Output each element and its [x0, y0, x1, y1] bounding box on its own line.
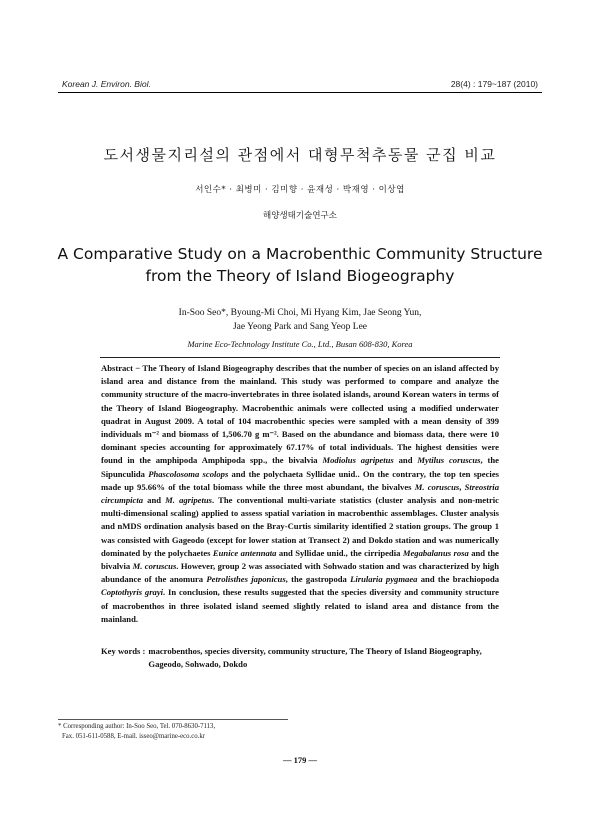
english-authors-line: In-Soo Seo*, Byoung-Mi Choi, Mi Hyang Kim, Jae Seong Yun, [178, 308, 422, 318]
english-title [40, 243, 560, 287]
english-affiliation: Marine Eco-Technology Institute Co., Ltd., Busan 608-830, Korea [187, 339, 413, 349]
korean-affiliation: 해양생태기술연구소 [263, 211, 337, 221]
footnote-rule [58, 719, 288, 720]
journal-name: Korean J. Environ. Biol. [62, 79, 151, 89]
korean-authors: 서인수* · 최병미 · 김미향 · 윤재성 · 박재영 · 이상엽 [195, 185, 405, 195]
abstract-text: . However, group 2 was associated with Sohwado station and was characterized by high abundance of the anomura [101, 561, 499, 585]
abstract-text: and the bivalvia [101, 547, 499, 572]
abstract-text: and Syllidae unid., the cirripedia [276, 547, 403, 558]
abstract-text: and the polychaeta Syllidae unid.. On the contrary, the top ten species made up 95.66% of the total biomass while the three most abundant, the bivalves [101, 468, 499, 492]
footnote [58, 722, 215, 741]
species-name: Petrolisthes japonicus [206, 574, 286, 585]
abstract-rule [100, 357, 500, 358]
abstract-text: Abstract − The Theory of Island Biogeography describes that the number of species on an island affected by island area and distance from the mainland. This study was performed to compare and analyze the community structure of the macro-invertebrates in three isolated islands, around Korean waters in terms of the Theory of Island Biogeography. Macrobenthic animals were collected using a modified underwater quadrat in August 2009. A total of 104 macrobenthic species were sampled with a mean density of 399 individuals m⁻² and biomass of 1,506.70 g m⁻². Based on the abundance and biomass data, there were 10 dominant species accounting for approximately 67.17% of total individuals. The highest densities were found in the amphipoda Amphipoda spp., the bivalvia [101, 363, 499, 466]
header-rule [58, 92, 542, 93]
species-name: Streostria circumpicta [101, 481, 499, 506]
english-title-line: A Comparative Study on a Macrobenthic Community Structure [57, 245, 543, 263]
abstract [101, 362, 499, 626]
abstract-text: and [393, 455, 418, 466]
keywords-label: Key words : [101, 646, 146, 656]
abstract-text: and [143, 495, 166, 506]
species-name: Megabalanus rosa [402, 547, 469, 558]
species-name: Lirularia pygmaea [350, 574, 418, 585]
abstract-text: . The conventional multi-variate statistics (cluster analysis and non-metric multi-dimensional scaling) applied to assess spatial variation in macrobenthic assemblages. Cluster analysis and nMDS ordination analysis based on the Bray-Curtis similarity identified 2 station groups. The group 1 was consisted with Gageodo (except for lower station at Transect 2) and Dokdo station and was numerically dominated by the polychaetes [101, 495, 499, 558]
abstract-text: , the Sipunculida [101, 455, 499, 479]
korean-title: 도서생물지리설의 관점에서 대형무척추동물 군집 비교 [103, 146, 497, 164]
species-name: Eunice antennata [212, 547, 277, 558]
species-name: Coptothyris grayi [101, 587, 164, 598]
species-name: M. agripetus [165, 495, 213, 506]
abstract-text: and the brachiopoda [417, 574, 500, 585]
keywords [101, 645, 499, 671]
abstract-text: , the gastropoda [285, 574, 351, 585]
species-name: M. coruscus [132, 561, 177, 572]
footnote-line: * Corresponding author: In-Soo Seo, Tel. 070-8630-7113, [58, 723, 216, 730]
abstract-text: , [459, 481, 465, 492]
page-number: — 179 — [283, 755, 317, 765]
keywords-text: macrobenthos, species diversity, community structure, The Theory of Island Biogeography, Gageodo, Sohwado, Dokdo [148, 646, 482, 670]
running-header [62, 76, 538, 92]
species-name: Phascolosoma scolops [148, 468, 229, 479]
species-name: M. coruscus [414, 481, 460, 492]
species-name: Modiolus agripetus [322, 455, 394, 466]
issue-info: 28(4) : 179~187 (2010) [450, 79, 538, 89]
footnote-line: Fax. 051-611-0588, E-mail. isseo@marine-eco.co.kr [62, 732, 206, 740]
english-title-line: from the Theory of Island Biogeography [145, 267, 455, 285]
english-authors [60, 306, 540, 334]
english-authors-line: Jae Yeong Park and Sang Yeop Lee [232, 322, 368, 332]
species-name: Mytilus coruscus [417, 455, 481, 466]
abstract-text: . In conclusion, these results suggested that the species diversity and community structure of macrobenthos in three isolated island seemed slightly related to island area and distance from the mainland. [101, 587, 499, 624]
